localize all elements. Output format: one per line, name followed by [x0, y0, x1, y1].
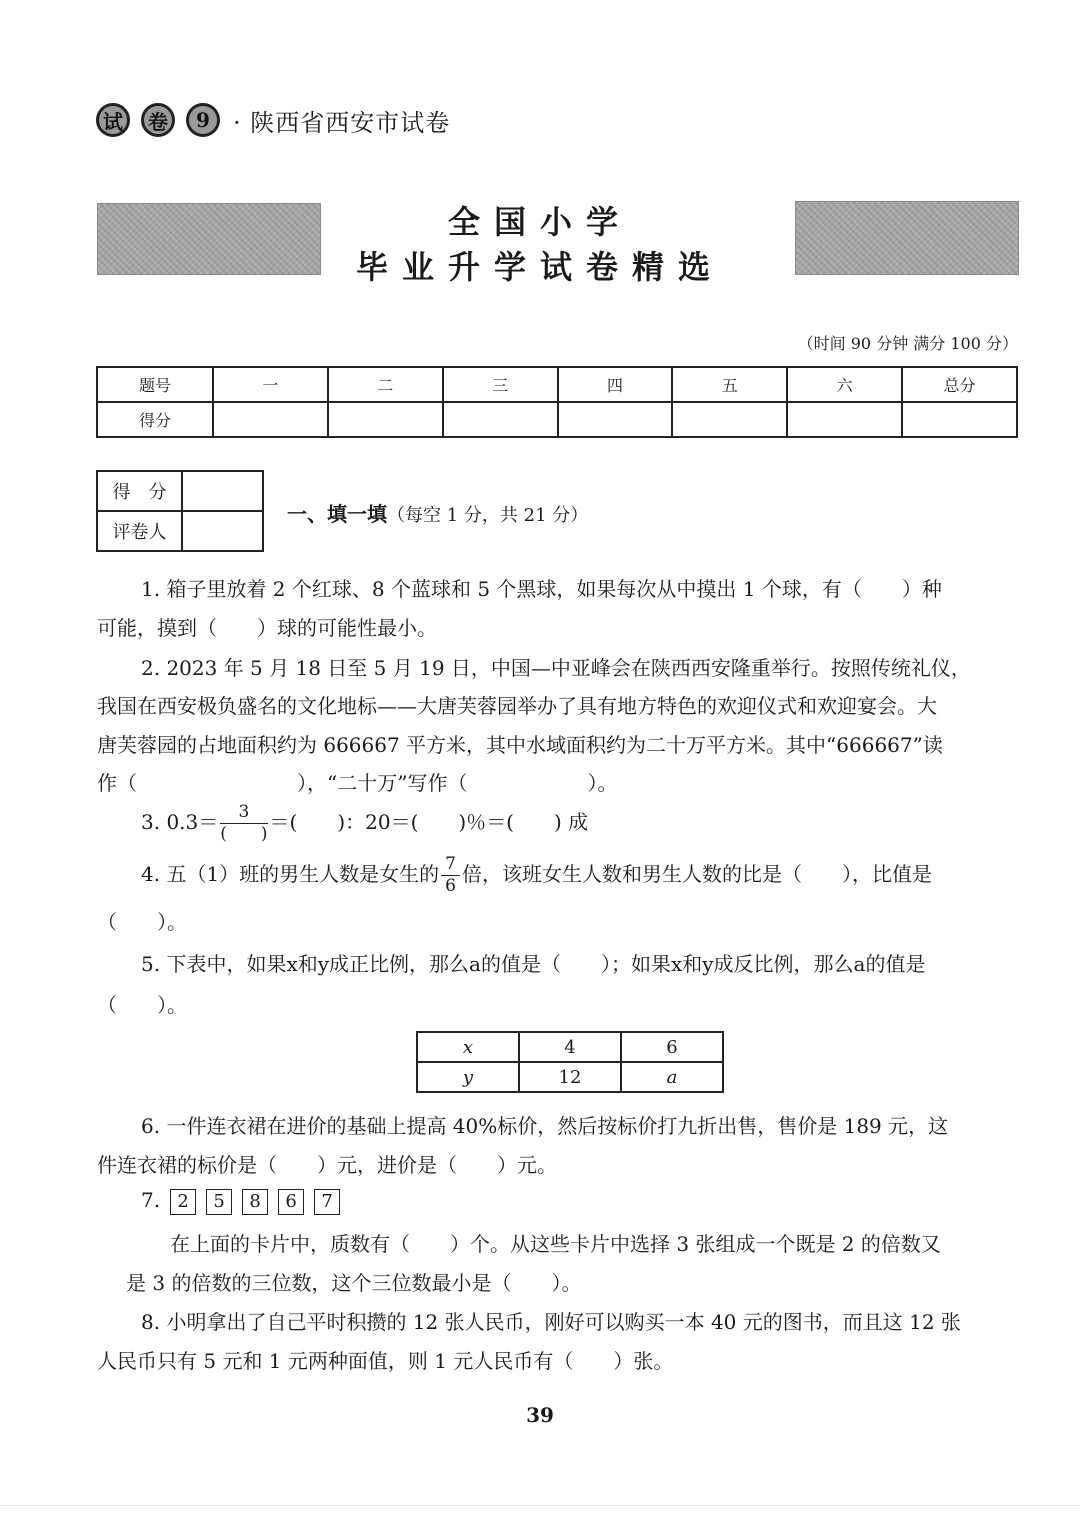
- xy-table: [416, 1031, 724, 1093]
- score-table-cell: 一: [213, 367, 328, 402]
- xy-table-cell: 4: [519, 1032, 621, 1062]
- score-table-cell: 得分: [97, 402, 213, 437]
- xy-table-row: [417, 1032, 723, 1062]
- score-table-score-row: [97, 402, 1017, 437]
- number-card: 5: [206, 1189, 232, 1215]
- q3-fraction-numerator: 3: [220, 804, 267, 824]
- xy-table-cell: a: [621, 1062, 723, 1092]
- q1-line1: 1. 箱子里放着 2 个红球、8 个蓝球和 5 个黑球，如果每次从中摸出 1 个球，有（ ）种: [141, 577, 942, 601]
- q7-label: 7.: [141, 1188, 161, 1212]
- score-table-cell: 总分: [902, 367, 1017, 402]
- grader-name-label: 评卷人: [97, 511, 182, 551]
- score-table-cell: 四: [558, 367, 673, 402]
- q8-line2: 人民币只有 5 元和 1 元两种面值，则 1 元人民币有（ ）张。: [97, 1349, 674, 1373]
- q2-line1: 2. 2023 年 5 月 18 日至 5 月 19 日，中国—中亚峰会在陕西西安隆重举行。按照传统礼仪，: [141, 656, 971, 680]
- header-title: · 陕西省西安市试卷: [233, 109, 451, 137]
- score-table-header-row: [97, 367, 1017, 402]
- q7-line1: 在上面的卡片中，质数有（ ）个。从这些卡片中选择 3 张组成一个既是 2 的倍数又: [170, 1232, 941, 1256]
- q4-fraction-numerator: 7: [441, 856, 460, 876]
- q3-fraction-denominator: ( ): [220, 824, 268, 844]
- score-entry-cell[interactable]: [902, 402, 1017, 437]
- q4-fraction-denominator: 6: [445, 876, 456, 896]
- grader-box: [96, 470, 264, 552]
- q5-line1: 5. 下表中，如果x和y成正比例，那么a的值是（ ）；如果x和y成反比例，那么a的值是: [141, 952, 926, 976]
- q3-prefix: 3. 0.3＝: [141, 810, 219, 834]
- xy-table-cell: 12: [519, 1062, 621, 1092]
- xy-table-row: [417, 1062, 723, 1092]
- q1-line2: 可能，摸到（ ）球的可能性最小。: [97, 616, 437, 640]
- q6-line2: 件连衣裙的标价是（ ）元，进价是（ ）元。: [97, 1153, 557, 1177]
- score-entry-cell[interactable]: [672, 402, 787, 437]
- score-entry-cell[interactable]: [558, 402, 673, 437]
- score-table: [96, 366, 1018, 438]
- badge-shi: 试: [96, 103, 130, 137]
- section-title: 一、填一填: [287, 502, 387, 526]
- xy-table-cell: x: [417, 1032, 519, 1062]
- q4-line2: （ ）。: [97, 910, 187, 934]
- score-table-cell: 六: [787, 367, 902, 402]
- q3-suffix: ＝( )：20＝( )％＝( ) 成: [269, 810, 589, 834]
- grader-name-cell[interactable]: [182, 511, 263, 551]
- badge-juan: 卷: [141, 103, 175, 137]
- q4-line1: [141, 856, 932, 895]
- q7-cards-line: [141, 1188, 350, 1215]
- q2-line2: 我国在西安极负盛名的文化地标——大唐芙蓉园举办了具有地方特色的欢迎仪式和欢迎宴会。大: [97, 694, 937, 718]
- number-card: 8: [242, 1189, 268, 1215]
- q4-prefix: 4. 五（1）班的男生人数是女生的: [141, 862, 440, 886]
- badge-number: 9: [186, 103, 220, 137]
- number-card: 7: [314, 1189, 340, 1215]
- score-table-cell: 题号: [97, 367, 213, 402]
- section-note: （每空 1 分，共 21 分）: [387, 505, 589, 526]
- score-table-cell: 二: [328, 367, 443, 402]
- main-title-line2: 毕业升学试卷精选: [355, 248, 724, 286]
- score-entry-cell[interactable]: [787, 402, 902, 437]
- score-table-cell: 五: [672, 367, 787, 402]
- time-note: （时间 90 分钟 满分 100 分）: [797, 334, 1018, 353]
- q8-line1: 8. 小明拿出了自己平时积攒的 12 张人民币，刚好可以购买一本 40 元的图书，而且这 12 张: [141, 1310, 961, 1334]
- xy-table-cell: 6: [621, 1032, 723, 1062]
- grader-score-cell[interactable]: [182, 471, 263, 511]
- q3-line: [141, 804, 588, 843]
- q6-line1: 6. 一件连衣裙在进价的基础上提高 40%标价，然后按标价打九折出售，售价是 189 元，这: [141, 1114, 949, 1138]
- score-entry-cell[interactable]: [213, 402, 328, 437]
- page-number: 39: [526, 1403, 554, 1427]
- main-title-line1: 全国小学: [447, 203, 632, 241]
- q2-line3: 唐芙蓉园的占地面积约为 666667 平方米，其中水域面积约为二十万平方米。其中“666667”读: [97, 733, 943, 757]
- q4-fraction: [441, 856, 460, 895]
- number-card: 2: [170, 1189, 196, 1215]
- score-entry-cell[interactable]: [328, 402, 443, 437]
- grader-score-label: 得 分: [97, 471, 182, 511]
- q7-line2: 是 3 的倍数的三位数，这个三位数最小是（ ）。: [126, 1271, 582, 1295]
- q5-line2: （ ）。: [97, 993, 187, 1017]
- q3-fraction: [220, 804, 267, 843]
- section-heading: [287, 498, 588, 527]
- xy-table-cell: y: [417, 1062, 519, 1092]
- score-entry-cell[interactable]: [443, 402, 558, 437]
- number-card: 6: [278, 1189, 304, 1215]
- q2-line4: 作（ ），“二十万”写作（ ）。: [97, 771, 618, 795]
- q4-suffix: 倍，该班女生人数和男生人数的比是（ ），比值是: [462, 862, 932, 886]
- score-table-cell: 三: [443, 367, 558, 402]
- bottom-divider: [0, 1505, 1080, 1506]
